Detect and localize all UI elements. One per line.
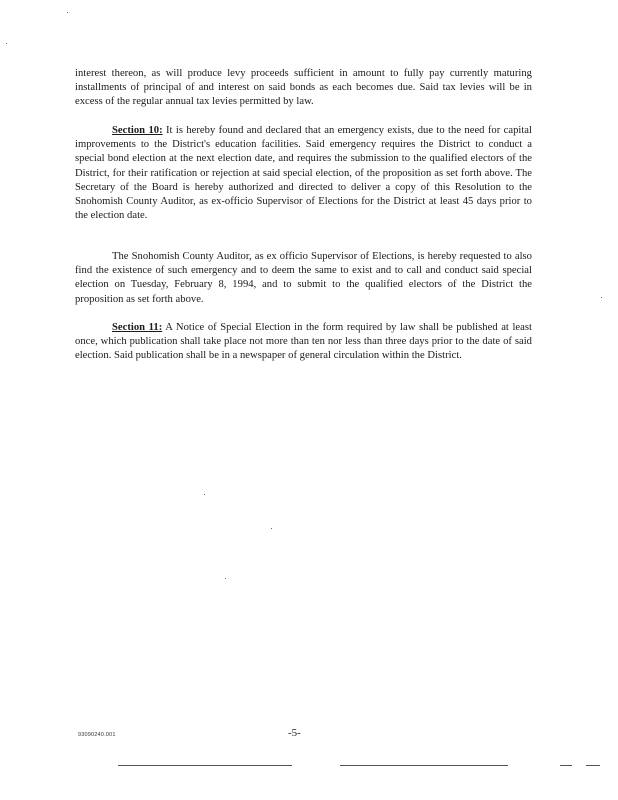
paragraph-levy-continuation	[75, 67, 532, 110]
scan-speck	[601, 297, 602, 298]
scan-line	[340, 765, 508, 766]
scan-line	[560, 765, 572, 766]
paragraph-section-10	[75, 124, 532, 223]
scan-speck	[6, 43, 7, 44]
section-10-heading: Section 10:	[112, 125, 163, 136]
section-11-heading: Section 11:	[112, 322, 163, 333]
page-number: -5-	[288, 727, 301, 739]
scan-speck	[204, 494, 205, 495]
paragraph-section-11	[75, 321, 532, 364]
scan-line	[118, 765, 292, 766]
section-10-text: It is hereby found and declared that an emergency exists, due to the need for capital improvements to the District's education facilities. Said emergency requires the District to conduct a special bond election at the next election date, and requires the submission to the qualified electors of the District, for their ratification or rejection at said special election, of the proposition as set forth above. The Secretary of the Board is hereby authorized and directed to deliver a copy of this Resolution to the Snohomish County Auditor, as ex-officio Supervisor of Elections for the District at least 45 days prior to the election date.	[75, 125, 532, 222]
paragraph-auditor	[75, 250, 532, 307]
document-code: 93090240.001	[78, 732, 116, 738]
scan-speck	[67, 12, 68, 13]
scan-line	[586, 765, 600, 766]
scan-speck	[225, 578, 226, 579]
scan-speck	[271, 528, 272, 529]
paragraph-text: The Snohomish County Auditor, as ex officio Supervisor of Elections, is hereby requested to also find the existence of such emergency and to deem the same to exist and to call and conduct said special election on Tuesday, February 8, 1994, and to submit to the qualified electors of the District the proposition as set forth above.	[75, 251, 532, 305]
section-11-text: A Notice of Special Election in the form required by law shall be published at least once, which publication shall take place not more than ten nor less than three days prior to the date of said election. Said publication shall be in a newspaper of general circulation within the District.	[75, 322, 532, 362]
paragraph-text: interest thereon, as will produce levy proceeds sufficient in amount to fully pay currently maturing installments of principal of and interest on said bonds as each becomes due. Said tax levies will be in excess of the regular annual tax levies permitted by law.	[75, 68, 532, 108]
